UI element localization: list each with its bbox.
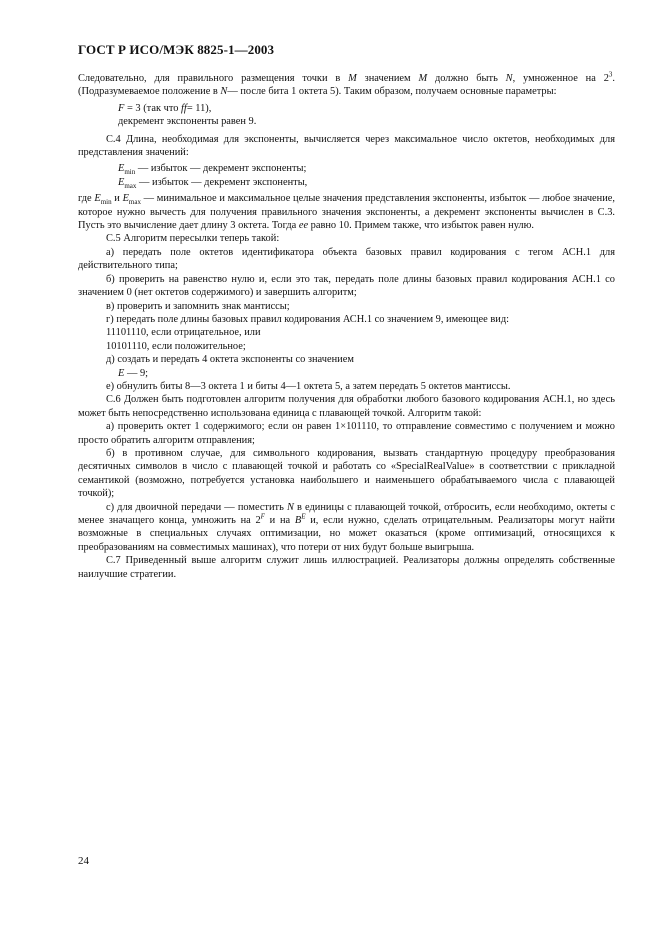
c5-item-e: е) обнулить биты 8—3 октета 1 и биты 4—1 октета 5, а затем передать 5 октетов мантиссы. bbox=[106, 380, 511, 392]
c5-item-d: д) создать и передать 4 октета экспоненты со значением bbox=[106, 354, 354, 366]
c6-item-b: б) в противном случае, для символьного кодирования, вызвать стандартную процедуру преобразования десятичных символов в число с плавающей точкой и работать со «SpecialRealValue» в соответствии с прикладной семантикой (возможно, потребуется установка наибольшего и наименьшего обрабатываемого числа с плавающей точкой); bbox=[78, 447, 615, 500]
formula-emin: $E_{min}$ — избыток — декремент экспоненты; bbox=[118, 163, 307, 177]
exponent-formulas bbox=[78, 162, 615, 189]
c5-item-g: г) передать поле длины базовых правил кодирования АСН.1 со значением 9, имеющее вид: bbox=[106, 313, 510, 325]
paragraph-point-placement: Следовательно, для правильного размещения точки в M значением M должно быть N, умноженное на $2^3$. (Подразумеваемое положение в N— после бита 1 октета 5). Таким образом, получаем основные параметры: bbox=[78, 70, 615, 98]
page-number: 24 bbox=[78, 855, 89, 867]
c5-item-d-value: E — 9; bbox=[118, 367, 149, 379]
c5-item-g-positive: 10101110, если положительное; bbox=[106, 340, 246, 352]
document-header: ГОСТ Р ИСО/МЭК 8825-1—2003 bbox=[78, 42, 275, 57]
c5-item-a: а) передать поле октетов идентификатора объекта базовых правил кодирования с тегом АСН.1 для действительного типа; bbox=[78, 246, 615, 272]
c5-item-g-negative: 11101110, если отрицательное, или bbox=[106, 327, 261, 339]
parameter-f: F = 3 (так что ff= 11), bbox=[118, 102, 212, 114]
c6-item-c: с) для двоичной передачи — поместить N в единицы с плавающей точкой, отбросить, если необходимо, октеты с менее значащего конца, умножить на $2^F$ и на $B^E$ и, если нужно, сделать отрицательным. Реализаторы могут найти возможные в специальных случаях оптимизации, но может оказаться (кроме оптимизаций, относящихся к преобразованиям на совместимых машинах), что потери от них будут больше выигрыша. bbox=[78, 501, 615, 553]
parameter-decrement: декремент экспоненты равен 9. bbox=[118, 116, 257, 128]
section-c7: С.7 Приведенный выше алгоритм служит лишь иллюстрацией. Реализаторы должны определять собственные наилучшие стратегии. bbox=[78, 555, 615, 580]
section-c4: С.4 Длина, необходимая для экспоненты, вычисляется через максимальное число октетов, необходимых для представления значений: bbox=[78, 133, 615, 159]
section-c5-title: С.5 Алгоритм пересылки теперь такой: bbox=[106, 233, 280, 245]
c5-item-b: б) проверить на равенство нулю и, если это так, передать поле длины базовых правил кодирования АСН.1 со значением 0 (нет октетов содержимого) и завершить алгоритм; bbox=[78, 273, 615, 299]
paragraph-where: где $E_{min}$ и $E_{max}$ — минимальное и максимальное целые значения представления экспоненты, избыток — любое значение, которое нужно вычесть для получения правильного значения экспоненты, а декремент экспоненты вычислен в С.3. Пусть это вычисление дает длину 3 октета. Тогда ee равно 10. Примем также, что избыток равен нулю. bbox=[78, 193, 615, 232]
c5-item-v: в) проверить и запомнить знак мантиссы; bbox=[106, 300, 290, 312]
c6-item-a: а) проверить октет 1 содержимого; если он равен 1×101110, то отправление совместимо с получением и можно просто обратить алгоритм отправления; bbox=[78, 421, 615, 446]
basic-parameters bbox=[78, 102, 615, 129]
document-body bbox=[78, 72, 615, 581]
formula-emax: $E_{max}$ — избыток — декремент экспоненты, bbox=[118, 176, 308, 190]
section-c6-title: С.6 Должен быть подготовлен алгоритм получения для обработки любого базового кодирования АСН.1, но здесь может быть непосредственно использована единица с плавающей точкой. Алгоритм такой: bbox=[78, 394, 615, 419]
